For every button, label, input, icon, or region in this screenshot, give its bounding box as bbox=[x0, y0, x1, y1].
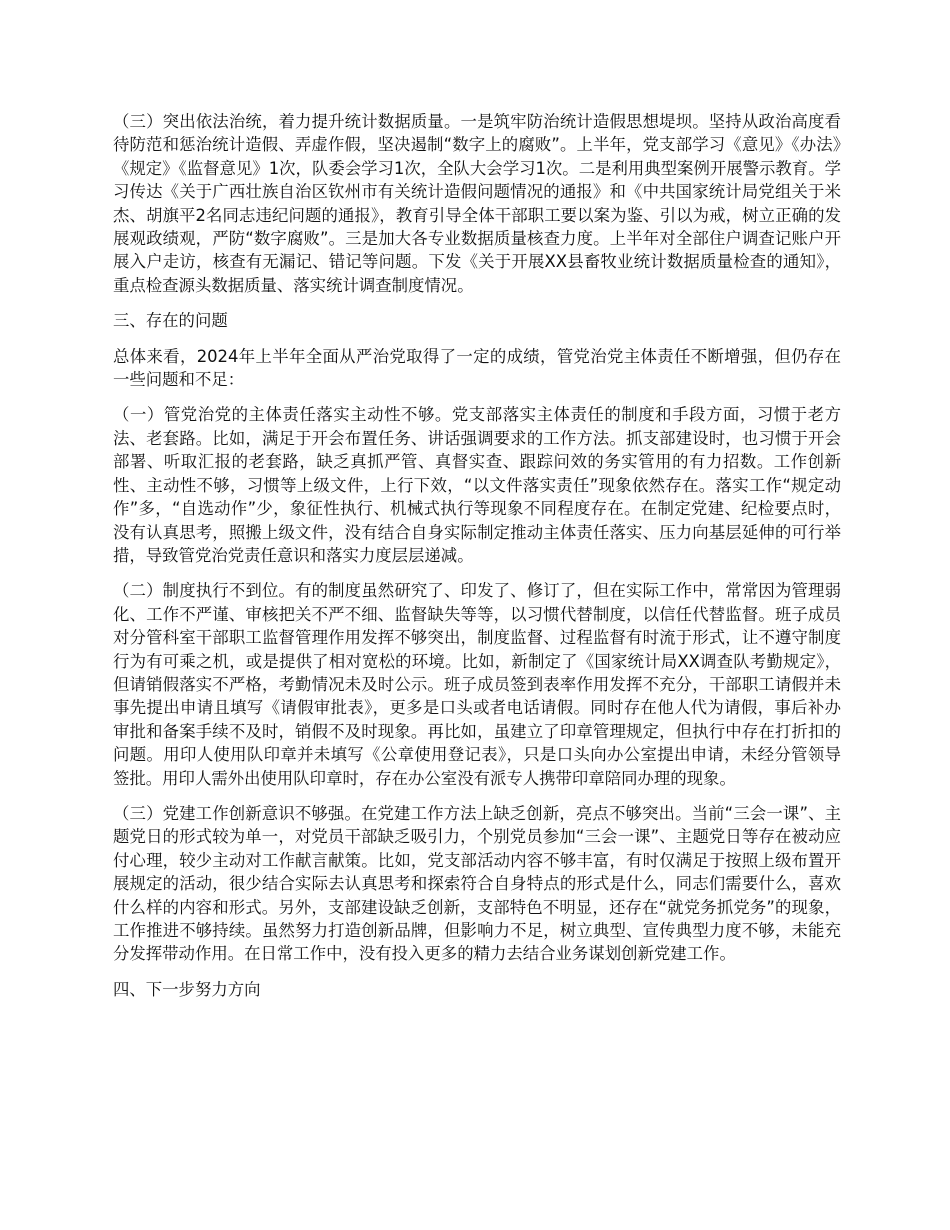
paragraph-system-execution: （二）制度执行不到位。有的制度虽然研究了、印发了、修订了，但在实际工作中，常常因为管理弱化、工作不严谨、审核把关不严不细、监督缺失等等，以习惯代替制度，以信任代替监督。班子成员对分管科室干部职工监督管理作用发挥不够突出，制度监督、过程监督有时流于形式，让不遵守制度行为有可乘之机，或是提供了相对宽松的环境。比如，新制定了《国家统计局XX调查队考勤规定》，但请销假落实不严格，考勤情况未及时公示。班子成员签到表率作用发挥不充分，干部职工请假并未事先提出申请且填写《请假审批表》，更多是口头或者电话请假。同时存在他人代为请假，事后补办审批和备案手续不及时，销假不及时现象。再比如，虽建立了印章管理规定，但执行中存在打折扣的问题。用印人使用队印章并未填写《公章使用登记表》，只是口头向办公室提出申请，未经分管领导签批。用印人需外出使用队印章时，存在办公室没有派专人携带印章陪同办理的现象。 bbox=[113, 581, 841, 788]
paragraph-responsibility: （一）管党治党的主体责任落实主动性不够。党支部落实主体责任的制度和手段方面，习惯于老方法、老套路。比如，满足于开会布置任务、讲话强调要求的工作方法。抓支部建设时，也习惯于开会部署、听取汇报的老套路，缺乏真抓严管、真督实查、跟踪问效的务实管用的有力招数。工作创新性、主动性不够，习惯等上级文件，上行下效，“以文件落实责任”现象依然存在。落实工作“规定动作”多，“自选动作”少，象征性执行、机械式执行等现象不同程度存在。在制定党建、纪检要点时，没有认真思考，照搬上级文件，没有结合自身实际制定推动主体责任落实、压力向基层延伸的可行举措，导致管党治党责任意识和落实力度层层递减。 bbox=[113, 405, 841, 565]
section-heading-next-steps: 四、下一步努力方向 bbox=[113, 979, 261, 999]
section-heading-problems: 三、存在的问题 bbox=[113, 311, 228, 331]
document-page bbox=[113, 110, 841, 1013]
paragraph-innovation: （三）党建工作创新意识不够强。在党建工作方法上缺乏创新，亮点不够突出。当前“三会一课”、主题党日的形式较为单一，对党员干部缺乏吸引力，个别党员参加“三会一课”、主题党日等存在被动应付心理，较少主动对工作献言献策。比如，党支部活动内容不够丰富，有时仅满足于按照上级布置开展规定的活动，很少结合实际去认真思考和探索符合自身特点的形式是什么，同志们需要什么，喜欢什么样的内容和形式。另外，支部建设缺乏创新，支部特色不明显，还存在“就党务抓党务”的现象，工作推进不够持续。虽然努力打造创新品牌，但影响力不足，树立典型、宣传典型力度不够，未能充分发挥带动作用。在日常工作中，没有投入更多的精力去结合业务谋划创新党建工作。 bbox=[113, 803, 841, 964]
paragraph-data-quality: （三）突出依法治统，着力提升统计数据质量。一是筑牢防治统计造假思想堤坝。坚持从政治高度看待防范和惩治统计造假、弄虚作假，坚决遏制“数字上的腐败”。上半年，党支部学习《意见》《办法》《规定》《监督意见》1次，队委会学习1次，全队大会学习1次。二是利用典型案例开展警示教育。学习传达《关于广西壮族自治区钦州市有关统计造假问题情况的通报》和《中共国家统计局党组关于米杰、胡旗平2名同志违纪问题的通报》，教育引导全体干部职工要以案为鉴、引以为戒，树立正确的发展观政绩观，严防“数字腐败”。三是加大各专业数据质量核查力度。上半年对全部住户调查记账户开展入户走访，核查有无漏记、错记等问题。下发《关于开展XX县畜牧业统计数据质量检查的通知》，重点检查源头数据质量、落实统计调查制度情况。 bbox=[113, 112, 841, 295]
paragraph-overview: 总体来看，2024年上半年全面从严治党取得了一定的成绩，管党治党主体责任不断增强，但仍存在一些问题和不足： bbox=[113, 346, 841, 390]
